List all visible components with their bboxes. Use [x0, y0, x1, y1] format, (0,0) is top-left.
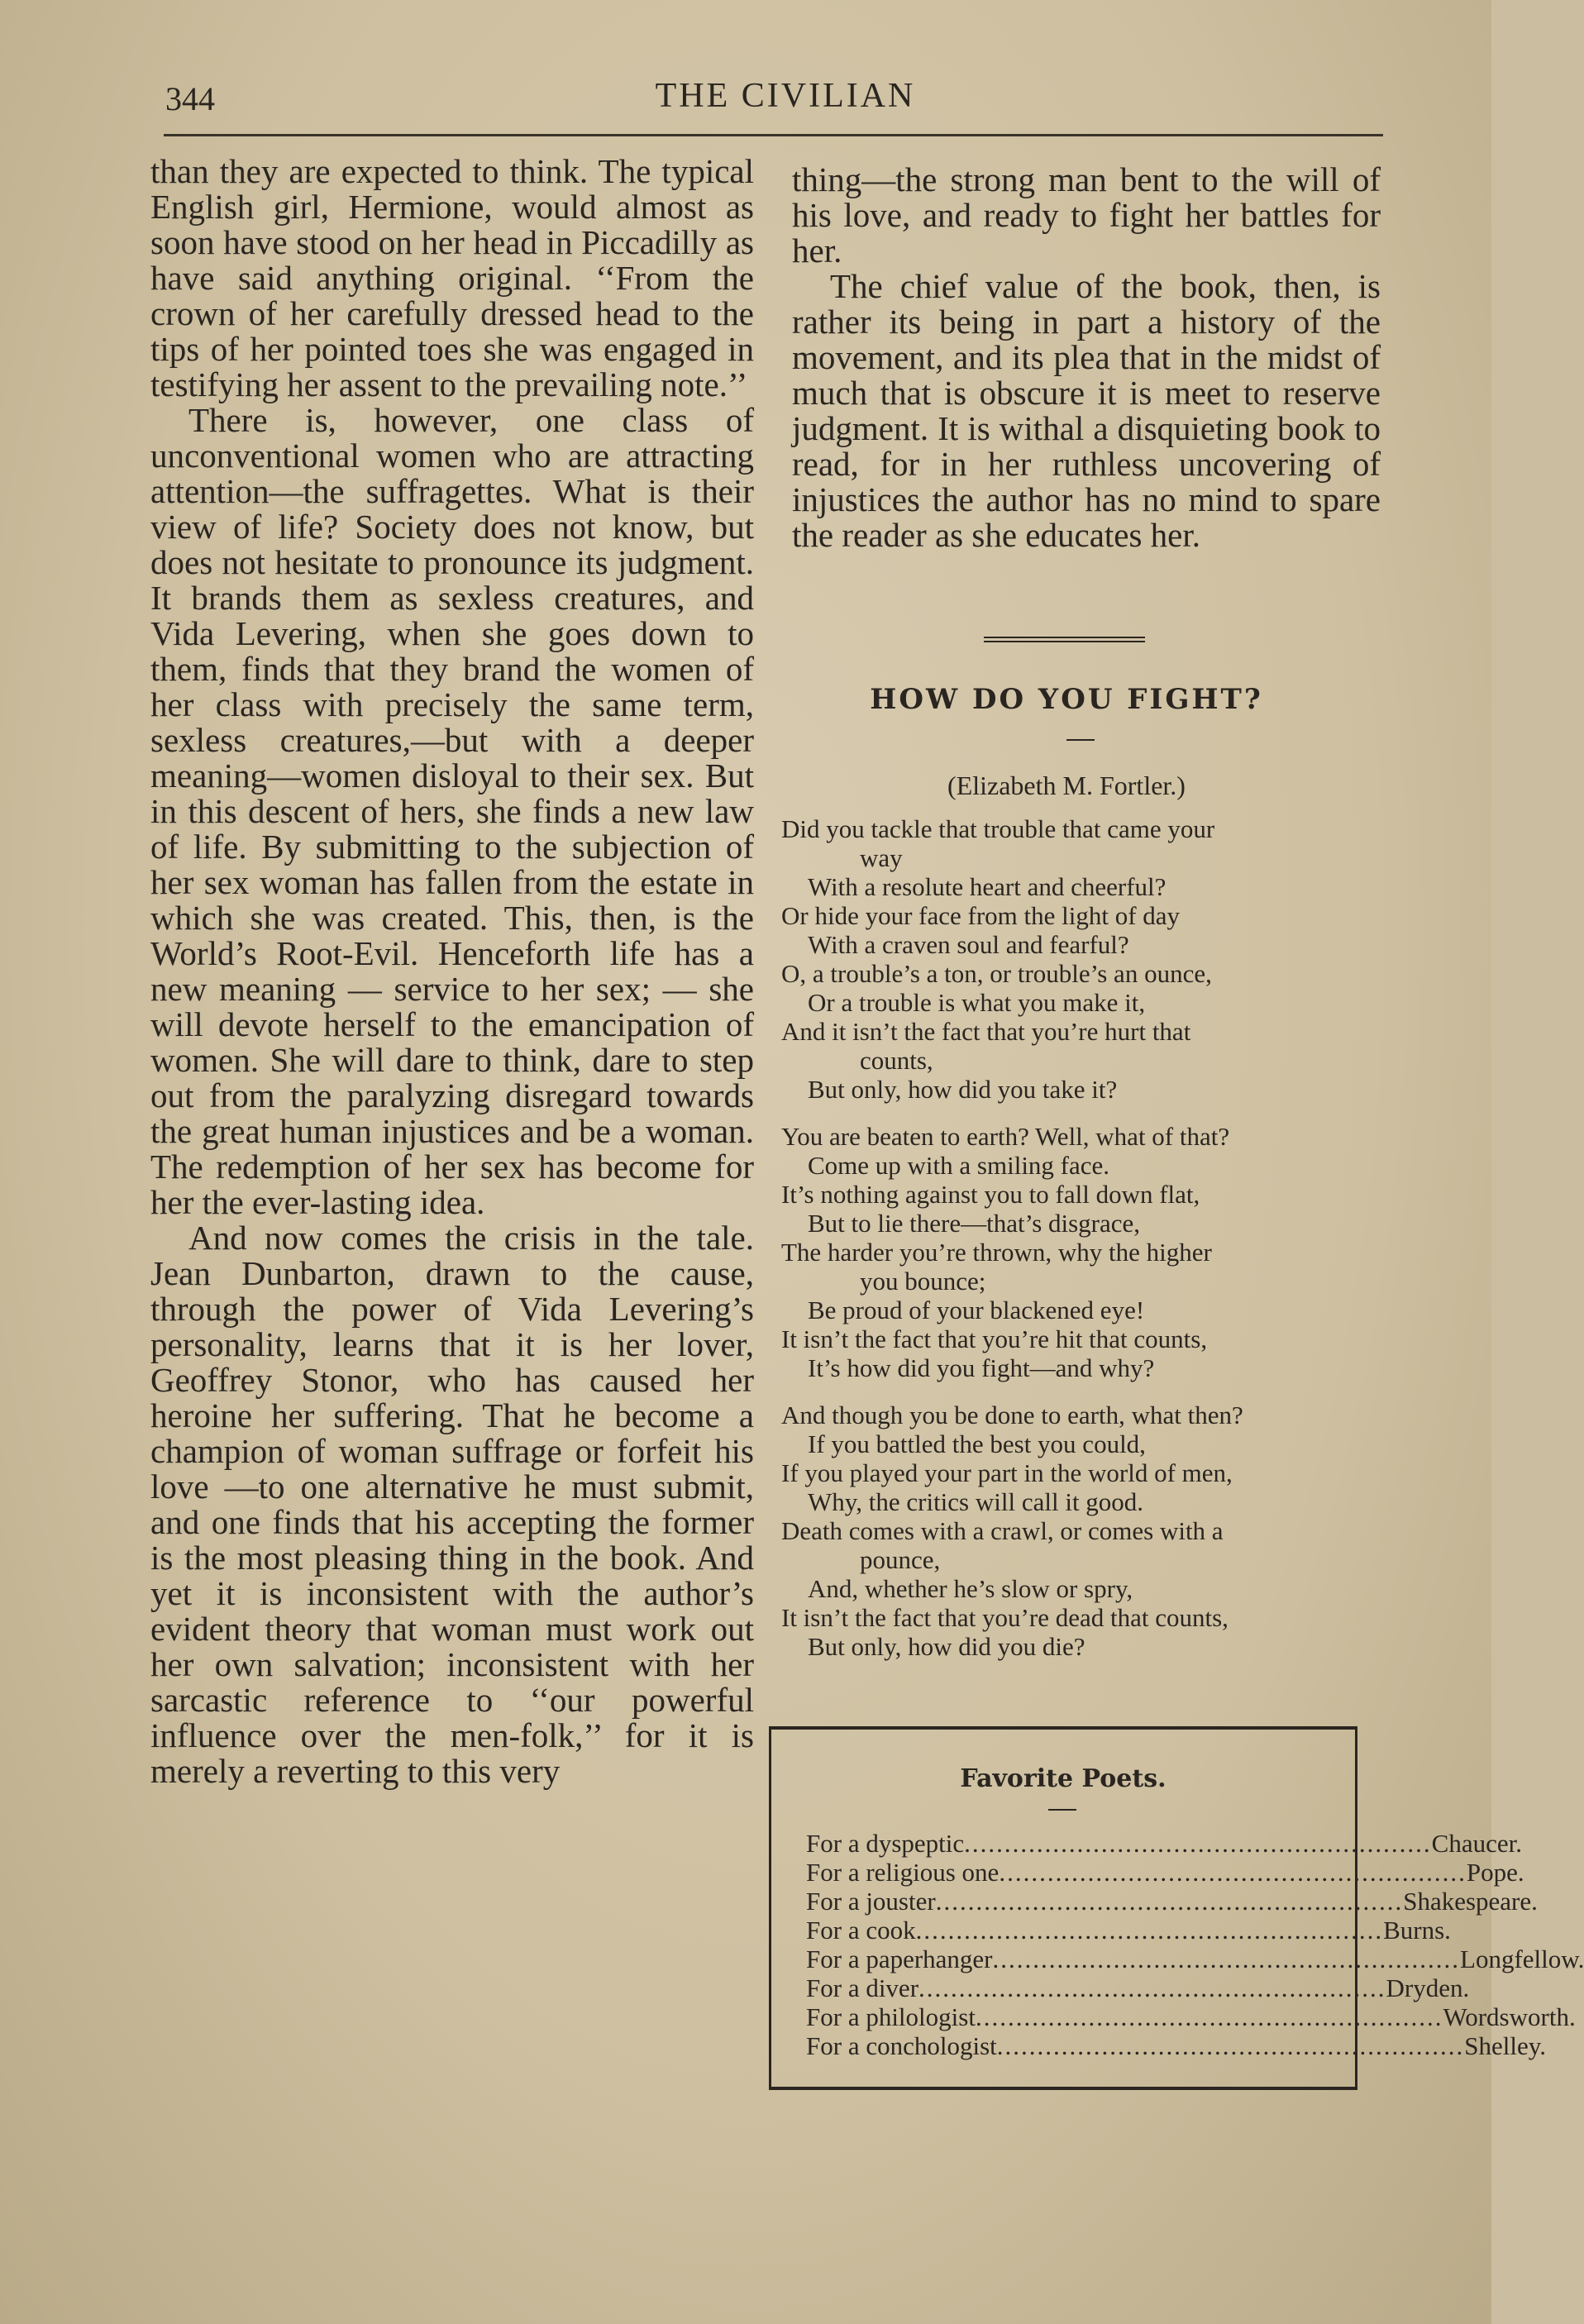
list-item	[806, 1973, 1470, 2002]
item-label: For a philologist	[806, 2002, 976, 2031]
item-label: For a conchologist	[806, 2031, 997, 2060]
poem-line: Come up with a smiling face.	[808, 1151, 1110, 1180]
leader-dots: ..........................................................	[915, 1916, 1384, 1945]
divider-dash	[1048, 1809, 1076, 1811]
poem-line: The harder you’re thrown, why the higher	[781, 1238, 1212, 1267]
poem-author: (Elizabeth M. Fortler.)	[947, 771, 1186, 800]
poem-line: With a craven soul and fearful?	[808, 930, 1129, 959]
favorite-poets-box	[769, 1726, 1584, 2090]
poem-line: It’s nothing against you to fall down flat,	[781, 1180, 1200, 1209]
poem-line: With a resolute heart and cheerful?	[808, 872, 1167, 901]
poem-line: you bounce;	[860, 1267, 986, 1296]
poem-line: And, whether he’s slow or spry,	[808, 1574, 1133, 1603]
poem-line: Why, the critics will call it good.	[808, 1487, 1144, 1516]
leader-dots: ..........................................................	[918, 1973, 1386, 2002]
poem-line: And it isn’t the fact that you’re hurt that	[781, 1017, 1191, 1046]
list-item	[806, 1858, 1524, 1887]
item-poet: Longfellow.	[1460, 1945, 1584, 1973]
poem-line: Death comes with a crawl, or comes with a	[781, 1516, 1224, 1545]
stanza	[781, 814, 1376, 1104]
right-column-prose	[792, 162, 1381, 553]
poem-line: way	[860, 843, 903, 872]
item-poet: Dryden.	[1386, 1973, 1470, 2002]
item-poet: Pope.	[1466, 1858, 1524, 1887]
item-poet: Wordsworth.	[1443, 2002, 1576, 2031]
item-poet: Chaucer.	[1431, 1829, 1522, 1858]
paragraph: There is, however, one class of unconventional women who are attracting attention—the suffragettes. What is their view of life? Society does not know, but does not hesitate to pronounce its judgment. It brands them as sexless creatures, and Vida Levering, when she goes down to them, finds that they brand the women of her class with precisely the same term, sexless creatures,—but with a deeper meaning—women disloyal to their sex. But in this descent of hers, she finds a new law of life. By submitting to the subjection of her sex woman has fallen from the estate in which she was created. This, then, is the World’s Root-Evil. Henceforth life has a new meaning — service to her sex; — she will devote herself to the emancipation of women. She will dare to think, dare to step out from the paralyzing disregard towards the great human injustices and be a woman. The redemption of her sex has become for her the ever-lasting idea.	[150, 401, 754, 1221]
poem-line: counts,	[860, 1046, 933, 1075]
item-label: For a paperhanger	[806, 1945, 993, 1973]
poem-line: pounce,	[860, 1545, 941, 1574]
list-item	[806, 1887, 1538, 1916]
page-number: 344	[165, 80, 215, 117]
leader-dots: ..........................................................	[975, 2002, 1443, 2031]
stanza	[781, 1122, 1376, 1382]
list-item	[806, 1829, 1522, 1858]
divider-dash	[1066, 739, 1095, 741]
leader-dots: ..........................................................	[992, 1945, 1461, 1973]
section-divider	[984, 637, 1145, 642]
stanza	[781, 1401, 1376, 1661]
poem-line: It isn’t the fact that you’re dead that counts,	[781, 1603, 1229, 1632]
poem-line: If you played your part in the world of men,	[781, 1458, 1233, 1487]
leader-dots: ..........................................................	[964, 1829, 1432, 1858]
leader-dots: ..........................................................	[935, 1887, 1404, 1916]
list-item	[806, 1945, 1584, 1973]
poem-line: Or a trouble is what you make it,	[808, 988, 1146, 1017]
leader-dots: ..........................................................	[996, 2031, 1465, 2060]
item-label: For a cook	[806, 1916, 916, 1945]
poem-line: But only, how did you take it?	[808, 1075, 1118, 1104]
paragraph: thing—the strong man bent to the will of his love, and ready to fight her battles for her.	[792, 160, 1381, 270]
item-poet: Burns.	[1383, 1916, 1451, 1945]
poem-title: HOW DO YOU FIGHT?	[870, 683, 1263, 716]
poets-list	[806, 1829, 1584, 2060]
paragraph: The chief value of the book, then, is rather its being in part a history of the movement, and its plea that in the midst of much that is obscure it is meet to reserve judgment. It is withal a disquieting book to read, for in her ruthless uncovering of injustices the author has no mind to spare the reader as she educates her.	[792, 267, 1381, 554]
left-column	[150, 154, 754, 1789]
item-label: For a dyspeptic	[806, 1829, 965, 1858]
poem-line: But to lie there—that’s disgrace,	[808, 1209, 1141, 1238]
poem-line: Or hide your face from the light of day	[781, 901, 1181, 930]
item-label: For a religious one	[806, 1858, 1000, 1887]
running-title: THE CIVILIAN	[655, 77, 916, 115]
list-item	[806, 2031, 1546, 2060]
list-item	[806, 1916, 1451, 1945]
item-label: For a jouster	[806, 1887, 936, 1916]
poem-line: It isn’t the fact that you’re hit that counts,	[781, 1324, 1208, 1353]
leader-dots: ..........................................................	[999, 1858, 1467, 1887]
poem-line: It’s how did you fight—and why?	[808, 1353, 1155, 1382]
poem-line: But only, how did you die?	[808, 1632, 1085, 1661]
box-title: Favorite Poets.	[960, 1764, 1167, 1793]
poem-line: If you battled the best you could,	[808, 1429, 1146, 1458]
list-item	[806, 2002, 1576, 2031]
header-rule	[164, 134, 1383, 136]
poem-body	[781, 814, 1376, 1679]
paragraph: And now comes the crisis in the tale. Jean Dunbarton, drawn to the cause, through the power of Vida Levering’s personality, learns that it is her lover, Geoffrey Stonor, who has caused her heroine her suffering. That he become a champion of woman suffrage or forfeit his love —to one alternative he must submit, and one finds that his accepting the former is the most pleasing thing in the book. And yet it is inconsistent with the author’s evident theory that woman must work out her own salvation; inconsistent with her sarcastic reference to ‘‘our powerful influence over the men-folk,’’ for it is merely a reverting to this very	[150, 1219, 754, 1790]
poem-line: Did you tackle that trouble that came your	[781, 814, 1215, 843]
poem-line: You are beaten to earth? Well, what of that?	[781, 1122, 1230, 1151]
item-poet: Shakespeare.	[1403, 1887, 1538, 1916]
paragraph: than they are expected to think. The typical English girl, Hermione, would almost as soon have stood on her head in Piccadilly as have said anything original. ‘‘From the crown of her carefully dressed head to the tips of her pointed toes she was engaged in testifying her assent to the prevailing note.’’	[150, 152, 754, 403]
item-label: For a diver	[806, 1973, 919, 2002]
poem-line: O, a trouble’s a ton, or trouble’s an ounce,	[781, 959, 1212, 988]
item-poet: Shelley.	[1464, 2031, 1546, 2060]
poem-line: And though you be done to earth, what then?	[781, 1401, 1243, 1429]
poem-line: Be proud of your blackened eye!	[808, 1296, 1145, 1324]
